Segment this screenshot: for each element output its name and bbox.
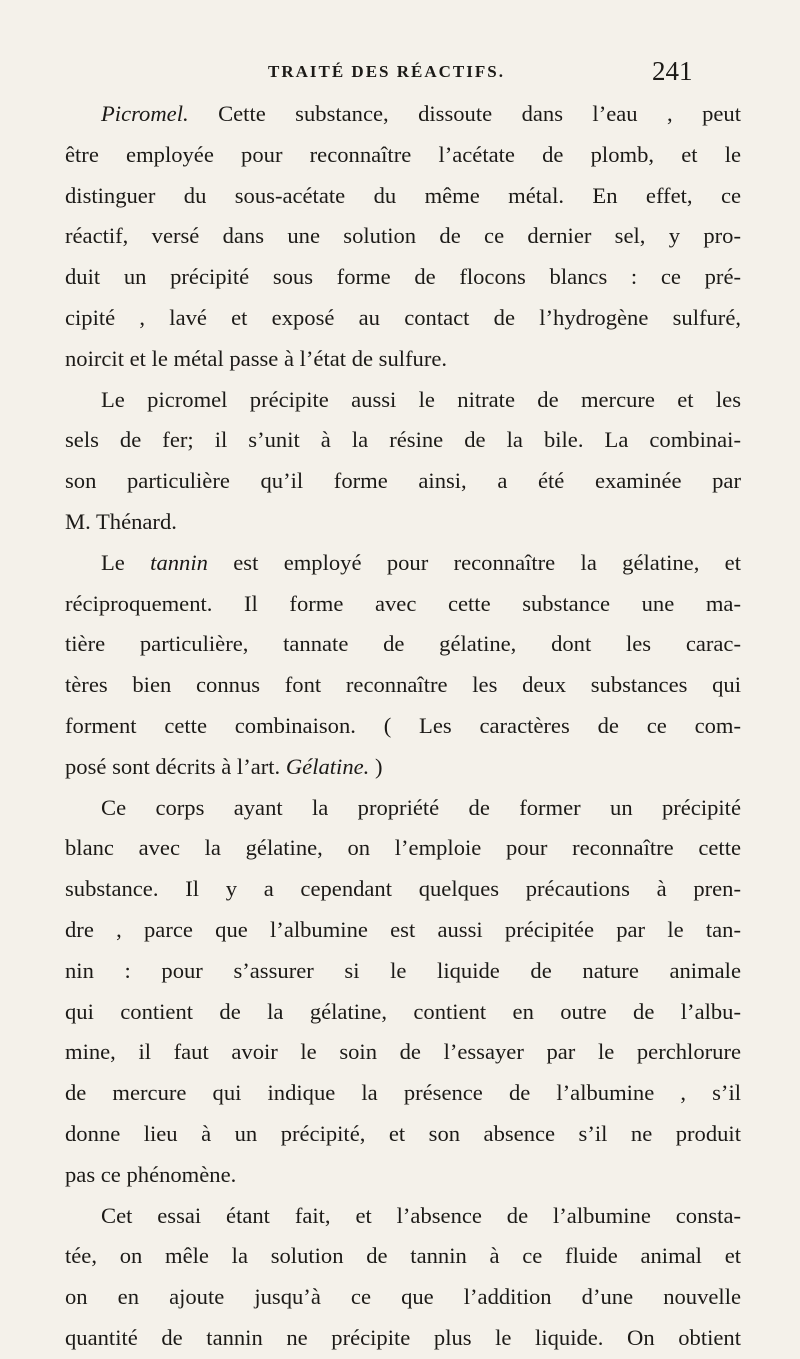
text-line — [65, 706, 741, 747]
text-run: réactif, versé dans une solution de ce dernier sel, y pro- — [65, 223, 741, 249]
text-run: forment cette combinaison. ( Les caractères de ce com- — [65, 712, 741, 738]
text-run: cipité , lavé et exposé au contact de l’hydrogène sulfuré, — [65, 304, 741, 330]
text-line — [65, 461, 741, 502]
text-run: nin : pour s’assurer si le liquide de nature animale — [65, 957, 741, 983]
text-run: son particulière qu’il forme ainsi, a été examinée par — [65, 468, 741, 494]
text-run: duit un précipité sous forme de flocons blancs : ce pré- — [65, 264, 741, 290]
text-run: blanc avec la gélatine, on l’emploie pour reconnaître cette — [65, 835, 741, 861]
text-line — [65, 910, 741, 951]
text-line — [65, 257, 741, 298]
text-run: noircit et le métal passe à l’état de sulfure. — [65, 345, 448, 371]
text-line — [65, 1236, 741, 1277]
text-run: Cette substance, dissoute dans l’eau , peut — [188, 101, 741, 126]
text-line — [65, 951, 741, 992]
text-run: de mercure qui indique la présence de l’albumine , s’il — [65, 1080, 741, 1106]
text-line — [65, 1114, 741, 1155]
text-run: dre , parce que l’albumine est aussi précipitée par le tan- — [65, 916, 741, 942]
text-run: quantité de tannin ne précipite plus le liquide. On obtient — [65, 1324, 741, 1350]
italic-term: tannin — [150, 549, 208, 575]
page-number: 241 — [652, 56, 693, 86]
text-run: M. Thénard. — [65, 508, 177, 534]
text-line — [65, 624, 741, 665]
text-run: Cet essai étant fait, et l’absence de l’albumine consta- — [101, 1202, 741, 1228]
text-run: Ce corps ayant la propriété de former un précipité — [101, 794, 741, 820]
text-run: mine, il faut avoir le soin de l’essayer par le perchlorure — [65, 1039, 741, 1065]
text-line — [65, 1318, 741, 1359]
text-run: Le picromel précipite aussi le nitrate de mercure et les — [101, 386, 741, 412]
text-line — [65, 1032, 741, 1073]
text-line — [65, 869, 741, 910]
text-run: donne lieu à un précipité, et son absence s’il ne produit — [65, 1120, 741, 1146]
italic-term: Picromel. — [101, 101, 189, 126]
text-line — [65, 584, 741, 625]
text-run: être employée pour reconnaître l’acétate de plomb, et le — [65, 141, 741, 167]
text-run: réciproquement. Il forme avec cette substance une ma- — [65, 590, 741, 616]
text-line — [65, 1277, 741, 1318]
text-line — [65, 828, 741, 869]
text-run: tée, on mêle la solution de tannin à ce fluide animal et — [65, 1243, 741, 1269]
text-line — [65, 543, 741, 584]
text-run: tière particulière, tannate de gélatine, dont les carac- — [65, 631, 741, 657]
text-run: Le — [101, 549, 151, 575]
text-line — [65, 380, 741, 421]
text-line — [65, 1196, 741, 1237]
text-run: sels de fer; il s’unit à la résine de la bile. La combinai- — [65, 427, 741, 453]
text-run: substance. Il y a cependant quelques précautions à pren- — [65, 876, 741, 902]
text-line — [65, 992, 741, 1033]
text-line — [65, 135, 741, 176]
text-line — [65, 788, 741, 829]
body-text — [65, 94, 741, 1359]
text-line — [65, 216, 741, 257]
text-line — [65, 747, 741, 788]
text-line — [65, 298, 741, 339]
text-run: on en ajoute jusqu’à ce que l’addition d’une nouvelle — [65, 1284, 741, 1310]
text-run: pas ce phénomène. — [65, 1161, 237, 1187]
text-line — [65, 339, 741, 380]
running-title: TRAITÉ DES RÉACTIFS. — [268, 62, 505, 81]
text-line — [65, 94, 741, 135]
text-run: distinguer du sous-acétate du même métal. En effet, ce — [65, 182, 741, 208]
text-run: est employé pour reconnaître la gélatine, et — [207, 549, 741, 575]
text-run: ) — [369, 753, 383, 779]
text-run: posé sont décrits à l’art. — [65, 753, 286, 779]
text-run: qui contient de la gélatine, contient en outre de l’albu- — [65, 998, 741, 1024]
text-run: tères bien connus font reconnaître les deux substances qui — [65, 672, 741, 698]
text-line — [65, 665, 741, 706]
text-line — [65, 176, 741, 217]
text-line — [65, 502, 741, 543]
text-line — [65, 420, 741, 461]
text-line — [65, 1155, 741, 1196]
italic-term: Gélatine. — [285, 753, 370, 779]
running-head — [0, 56, 800, 92]
text-line — [65, 1073, 741, 1114]
